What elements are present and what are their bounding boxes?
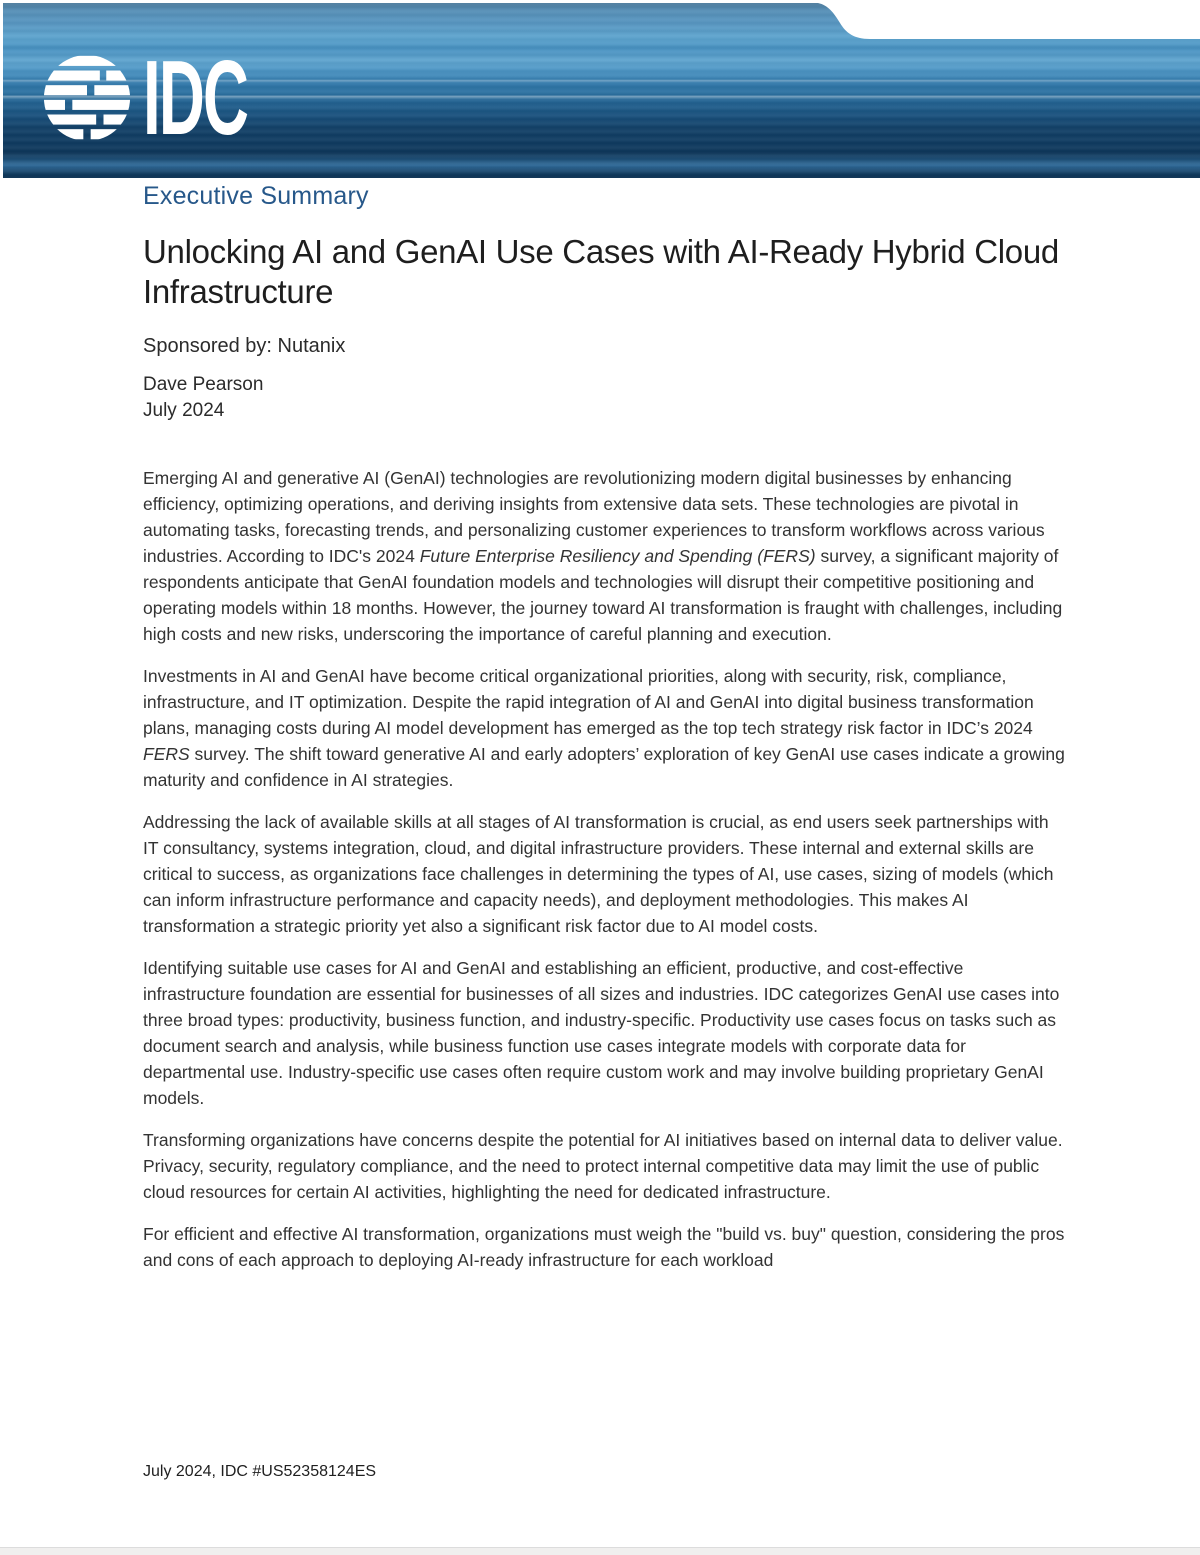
header-banner: [3, 3, 1200, 178]
publication-date: July 2024: [143, 400, 225, 421]
paragraph-text-segment: Investments in AI and GenAI have become critical organizational priorities, along with security, risk, compliance, infrastructure, and IT optimization. Despite the rapid integration of AI and GenAI into digital business transformation plans, managing costs during AI model development has emerged as the top tech strategy risk factor in IDC’s 2024: [143, 666, 1034, 738]
idc-logo: [43, 39, 317, 157]
paragraph: [143, 1221, 1068, 1273]
paragraph-text-segment: survey, a significant majority of respondents anticipate that GenAI foundation models and technologies will disrupt their competitive positioning and operating models within 18 months. However, the journey toward AI transformation is fraught with challenges, including high costs and new risks, underscoring the importance of careful planning and execution.: [143, 546, 1063, 644]
paragraph-text-segment: Identifying suitable use cases for AI and GenAI and establishing an efficient, productive, and cost-effective infrastructure foundation are essential for businesses of all sizes and industries. IDC categorizes GenAI use cases into three broad types: productivity, business function, and industry-specific. Productivity use cases focus on tasks such as document search and analysis, while business function use cases integrate models with corporate data for departmental use. Industry-specific use cases often require custom work and may involve building proprietary GenAI models.: [143, 958, 1060, 1108]
globe-icon: [43, 54, 131, 142]
page-bottom-edge: [0, 1547, 1200, 1555]
paragraph-text-segment: For efficient and effective AI transformation, organizations must weigh the "build vs. buy" question, considering the pros and cons of each approach to deploying AI-ready infrastructure for each workload: [143, 1224, 1065, 1270]
document-reference: July 2024, IDC #US52358124ES: [143, 1463, 377, 1480]
paragraph-text-segment: survey. The shift toward generative AI and early adopters’ exploration of key GenAI use cases indicate a growing maturity and confidence in AI strategies.: [143, 744, 1065, 790]
section-eyebrow: Executive Summary: [143, 182, 369, 210]
paragraph-text-segment: Transforming organizations have concerns despite the potential for AI initiatives based on internal data to deliver value. Privacy, security, regulatory compliance, and the need to protect internal competitive data may limit the use of public cloud resources for certain AI activities, highlighting the need for dedicated infrastructure.: [143, 1130, 1063, 1202]
document-content: [0, 178, 1200, 1273]
paragraph: [143, 663, 1068, 793]
paragraph-italic-segment: Future Enterprise Resiliency and Spending (FERS): [419, 546, 816, 566]
paragraph: [143, 955, 1068, 1111]
banner-notch-shape: [818, 3, 1200, 39]
sponsored-by-line: Sponsored by: Nutanix: [143, 335, 346, 357]
paragraph-text-segment: Emerging AI and generative AI (GenAI) technologies are revolutionizing modern digital businesses by enhancing efficiency, optimizing operations, and deriving insights from extensive data sets. These technologies are pivotal in automating tasks, forecasting trends, and personalizing customer experiences to transform workflows across various industries. According to IDC's 2024: [143, 468, 1045, 566]
paragraph: [143, 465, 1068, 647]
paragraph-text-segment: Addressing the lack of available skills at all stages of AI transformation is crucial, as end users seek partnerships with IT consultancy, systems integration, cloud, and digital infrastructure providers. These internal and external skills are critical to success, as organizations face challenges in determining the types of AI, use cases, sizing of models (which can inform infrastructure performance and capacity needs), and deployment methodologies. This makes AI transformation a strategic priority yet also a significant risk factor due to AI model costs.: [143, 812, 1054, 936]
paragraphs: [143, 465, 1068, 1273]
paragraph: [143, 1127, 1068, 1205]
page-title: Unlocking AI and GenAI Use Cases with AI-Ready Hybrid Cloud Infrastructure: [143, 233, 1059, 310]
paragraph-italic-segment: FERS: [143, 744, 190, 764]
byline-block: [143, 372, 1068, 424]
idc-logo-wordmark: IDC: [143, 39, 248, 157]
paragraph: [143, 809, 1068, 939]
author-name: Dave Pearson: [143, 374, 264, 395]
